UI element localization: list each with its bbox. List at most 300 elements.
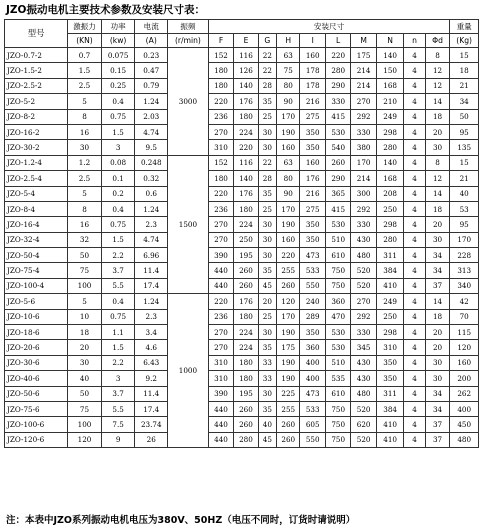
table-cell: 22 <box>258 63 276 78</box>
table-cell: 350 <box>376 371 404 386</box>
table-cell: 470 <box>325 309 350 324</box>
table-cell: 115 <box>450 325 479 340</box>
table-cell: 249 <box>376 294 404 309</box>
table-cell: 90 <box>277 186 300 201</box>
table-cell: 270 <box>208 124 233 139</box>
table-cell: 533 <box>300 401 325 416</box>
table-cell: 22 <box>258 48 276 63</box>
table-cell: 530 <box>325 124 350 139</box>
table-row <box>5 186 479 201</box>
table-cell: 4 <box>404 171 425 186</box>
table-cell: 30 <box>425 140 450 155</box>
model-cell: JZO-5-6 <box>5 294 68 309</box>
table-cell: 30 <box>425 232 450 247</box>
table-cell: 510 <box>325 355 350 370</box>
table-cell: 17.4 <box>135 401 168 416</box>
table-row <box>5 201 479 216</box>
table-cell: 75 <box>68 263 102 278</box>
table-cell: 50 <box>68 248 102 263</box>
table-cell: 310 <box>208 140 233 155</box>
table-cell: 440 <box>208 263 233 278</box>
table-row <box>5 417 479 432</box>
table-cell: 180 <box>234 309 258 324</box>
table-cell: 1.24 <box>135 294 168 309</box>
table-cell: 384 <box>376 263 404 278</box>
model-cell: JZO-20-6 <box>5 340 68 355</box>
table-cell: 1.5 <box>101 340 135 355</box>
table-cell: 4 <box>404 48 425 63</box>
table-cell: 208 <box>376 186 404 201</box>
table-cell: 4 <box>404 109 425 124</box>
header-dim-e: E <box>234 34 258 48</box>
table-cell: 220 <box>325 48 350 63</box>
table-cell: 20 <box>425 124 450 139</box>
model-cell: JZO-75-6 <box>5 401 68 416</box>
table-row <box>5 278 479 293</box>
table-cell: 6.43 <box>135 355 168 370</box>
table-cell: 20 <box>68 340 102 355</box>
table-cell: 152 <box>208 155 233 170</box>
table-cell: 4 <box>404 232 425 247</box>
table-cell: 178 <box>300 78 325 93</box>
model-cell: JZO-120-6 <box>5 432 68 447</box>
table-cell: 8 <box>425 48 450 63</box>
table-cell: 380 <box>351 140 376 155</box>
table-cell: 4 <box>404 94 425 109</box>
table-cell: 298 <box>376 217 404 232</box>
table-cell: 300 <box>351 186 376 201</box>
table-cell: 34 <box>425 263 450 278</box>
freq-cell: 3000 <box>168 48 209 156</box>
table-row <box>5 386 479 401</box>
table-cell: 75 <box>277 63 300 78</box>
table-cell: 30 <box>68 355 102 370</box>
table-cell: 280 <box>234 432 258 447</box>
table-cell: 275 <box>300 109 325 124</box>
table-cell: 0.2 <box>101 186 135 201</box>
table-cell: 190 <box>277 371 300 386</box>
table-cell: 116 <box>234 48 258 63</box>
model-cell: JZO-30-2 <box>5 140 68 155</box>
table-cell: 3 <box>101 140 135 155</box>
table-row <box>5 294 479 309</box>
table-row <box>5 78 479 93</box>
header-row-1 <box>5 20 479 34</box>
table-cell: 12 <box>425 78 450 93</box>
table-cell: 450 <box>450 417 479 432</box>
table-cell: 1.5 <box>101 232 135 247</box>
table-cell: 220 <box>208 294 233 309</box>
table-cell: 0.08 <box>101 155 135 170</box>
table-cell: 550 <box>300 432 325 447</box>
table-cell: 170 <box>277 201 300 216</box>
spec-table <box>4 19 479 448</box>
table-cell: 260 <box>234 417 258 432</box>
table-cell: 75 <box>68 401 102 416</box>
table-cell: 50 <box>450 109 479 124</box>
table-cell: 750 <box>325 401 350 416</box>
table-cell: 4.74 <box>135 124 168 139</box>
table-cell: 3.7 <box>101 263 135 278</box>
freq-cell: 1000 <box>168 294 209 448</box>
table-cell: 260 <box>277 278 300 293</box>
header-dim-n: N <box>376 34 404 48</box>
model-cell: JZO-5-2 <box>5 94 68 109</box>
table-cell: 42 <box>450 294 479 309</box>
header-freq: 振频 <box>168 20 209 34</box>
table-cell: 750 <box>325 278 350 293</box>
table-cell: 195 <box>234 248 258 263</box>
table-cell: 292 <box>351 109 376 124</box>
model-cell: JZO-8-4 <box>5 201 68 216</box>
table-cell: 18 <box>425 201 450 216</box>
table-cell: 0.75 <box>101 309 135 324</box>
table-cell: 750 <box>325 417 350 432</box>
table-cell: 30 <box>258 124 276 139</box>
table-cell: 430 <box>351 232 376 247</box>
model-cell: JZO-50-4 <box>5 248 68 263</box>
table-cell: 12 <box>425 171 450 186</box>
table-cell: 35 <box>258 401 276 416</box>
table-cell: 170 <box>277 309 300 324</box>
table-cell: 30 <box>258 248 276 263</box>
table-cell: 34 <box>450 94 479 109</box>
table-row <box>5 432 479 447</box>
table-cell: 280 <box>325 63 350 78</box>
table-cell: 480 <box>351 386 376 401</box>
table-cell: 216 <box>300 186 325 201</box>
table-cell: 18 <box>425 109 450 124</box>
table-cell: 2.5 <box>68 78 102 93</box>
table-cell: 249 <box>376 109 404 124</box>
table-cell: 4 <box>404 309 425 324</box>
table-cell: 311 <box>376 386 404 401</box>
table-row <box>5 401 479 416</box>
table-cell: 0.75 <box>101 217 135 232</box>
table-cell: 4 <box>404 340 425 355</box>
table-cell: 18 <box>425 309 450 324</box>
table-cell: 2.3 <box>135 309 168 324</box>
model-cell: JZO-8-2 <box>5 109 68 124</box>
table-row <box>5 309 479 324</box>
table-cell: 30 <box>258 386 276 401</box>
table-cell: 350 <box>300 140 325 155</box>
model-cell: JZO-32-4 <box>5 232 68 247</box>
table-cell: 180 <box>234 355 258 370</box>
freq-cell: 1500 <box>168 155 209 294</box>
table-cell: 190 <box>277 325 300 340</box>
table-cell: 34 <box>425 401 450 416</box>
table-cell: 3.7 <box>101 386 135 401</box>
table-cell: 1.24 <box>135 94 168 109</box>
table-cell: 0.79 <box>135 78 168 93</box>
table-cell: 90 <box>277 94 300 109</box>
table-cell: 25 <box>258 309 276 324</box>
table-cell: 63 <box>277 48 300 63</box>
table-cell: 45 <box>258 432 276 447</box>
table-cell: 298 <box>376 325 404 340</box>
table-cell: 292 <box>351 201 376 216</box>
table-cell: 30 <box>258 325 276 340</box>
model-cell: JZO-10-6 <box>5 309 68 324</box>
table-cell: 8 <box>425 155 450 170</box>
table-cell: 53 <box>450 201 479 216</box>
table-cell: 16 <box>68 124 102 139</box>
table-cell: 224 <box>234 217 258 232</box>
table-cell: 4 <box>404 432 425 447</box>
table-cell: 610 <box>325 248 350 263</box>
table-cell: 1.2 <box>68 155 102 170</box>
table-cell: 30 <box>425 371 450 386</box>
table-cell: 9.5 <box>135 140 168 155</box>
table-cell: 30 <box>258 232 276 247</box>
table-cell: 4 <box>404 63 425 78</box>
table-cell: 0.32 <box>135 171 168 186</box>
table-cell: 40 <box>68 371 102 386</box>
table-cell: 17.4 <box>135 278 168 293</box>
table-row <box>5 232 479 247</box>
table-cell: 4 <box>404 294 425 309</box>
table-cell: 750 <box>325 263 350 278</box>
table-cell: 290 <box>325 171 350 186</box>
table-cell: 37 <box>425 417 450 432</box>
table-cell: 100 <box>68 417 102 432</box>
table-cell: 9 <box>101 432 135 447</box>
table-cell: 160 <box>277 232 300 247</box>
table-cell: 0.25 <box>101 78 135 93</box>
table-cell: 236 <box>208 201 233 216</box>
table-cell: 8 <box>68 109 102 124</box>
model-cell: JZO-2.5-2 <box>5 78 68 93</box>
model-cell: JZO-30-6 <box>5 355 68 370</box>
table-row <box>5 263 479 278</box>
table-cell: 16 <box>68 217 102 232</box>
table-cell: 170 <box>277 109 300 124</box>
table-cell: 480 <box>450 432 479 447</box>
header-power: 功率 <box>101 20 135 34</box>
model-cell: JZO-16-2 <box>5 124 68 139</box>
table-cell: 25 <box>258 109 276 124</box>
table-cell: 0.1 <box>101 171 135 186</box>
model-cell: JZO-1.2-4 <box>5 155 68 170</box>
table-cell: 176 <box>300 171 325 186</box>
table-cell: 390 <box>208 248 233 263</box>
table-cell: 298 <box>376 124 404 139</box>
table-cell: 35 <box>258 94 276 109</box>
table-cell: 200 <box>450 371 479 386</box>
table-cell: 5.5 <box>101 401 135 416</box>
table-cell: 473 <box>300 386 325 401</box>
table-cell: 440 <box>208 401 233 416</box>
table-cell: 120 <box>277 294 300 309</box>
table-cell: 35 <box>258 186 276 201</box>
header-dim-h: H <box>277 34 300 48</box>
table-cell: 176 <box>234 94 258 109</box>
table-cell: 1.5 <box>68 63 102 78</box>
table-cell: 180 <box>234 109 258 124</box>
model-cell: JZO-1.5-2 <box>5 63 68 78</box>
table-cell: 4 <box>404 325 425 340</box>
table-cell: 520 <box>351 432 376 447</box>
header-dim-i: I <box>300 34 325 48</box>
table-row <box>5 325 479 340</box>
table-cell: 410 <box>376 417 404 432</box>
header-current: 电流 <box>135 20 168 34</box>
table-cell: 214 <box>351 171 376 186</box>
table-cell: 255 <box>277 263 300 278</box>
table-cell: 135 <box>450 140 479 155</box>
table-cell: 350 <box>300 217 325 232</box>
table-cell: 4 <box>404 140 425 155</box>
model-cell: JZO-50-6 <box>5 386 68 401</box>
table-cell: 12 <box>425 63 450 78</box>
model-cell: JZO-75-4 <box>5 263 68 278</box>
table-cell: 255 <box>277 401 300 416</box>
table-cell: 345 <box>351 340 376 355</box>
table-cell: 520 <box>351 278 376 293</box>
table-body <box>5 48 479 448</box>
table-cell: 550 <box>300 278 325 293</box>
table-cell: 236 <box>208 309 233 324</box>
table-cell: 270 <box>208 217 233 232</box>
table-cell: 340 <box>450 278 479 293</box>
table-cell: 150 <box>376 63 404 78</box>
table-cell: 236 <box>208 109 233 124</box>
table-cell: 350 <box>376 355 404 370</box>
model-cell: JZO-100-4 <box>5 278 68 293</box>
table-cell: 250 <box>376 309 404 324</box>
table-cell: 168 <box>376 171 404 186</box>
table-cell: 225 <box>277 386 300 401</box>
table-cell: 95 <box>450 217 479 232</box>
table-cell: 620 <box>351 417 376 432</box>
table-cell: 270 <box>351 294 376 309</box>
table-cell: 2.5 <box>68 171 102 186</box>
table-cell: 4 <box>404 417 425 432</box>
header-dim-n-lower: n <box>404 34 425 48</box>
table-row <box>5 371 479 386</box>
table-cell: 330 <box>325 94 350 109</box>
table-cell: 116 <box>234 155 258 170</box>
table-cell: 260 <box>277 432 300 447</box>
table-cell: 14 <box>425 94 450 109</box>
table-cell: 350 <box>300 325 325 340</box>
table-cell: 5 <box>68 94 102 109</box>
table-cell: 30 <box>425 355 450 370</box>
table-cell: 350 <box>300 124 325 139</box>
table-cell: 415 <box>325 201 350 216</box>
table-cell: 350 <box>300 232 325 247</box>
table-cell: 5 <box>68 186 102 201</box>
table-cell: 0.47 <box>135 63 168 78</box>
table-cell: 4 <box>404 355 425 370</box>
header-model: 型号 <box>5 20 68 48</box>
table-cell: 0.075 <box>101 48 135 63</box>
table-cell: 400 <box>300 355 325 370</box>
table-cell: 1.5 <box>101 124 135 139</box>
table-cell: 0.248 <box>135 155 168 170</box>
table-cell: 95 <box>450 124 479 139</box>
table-cell: 175 <box>351 48 376 63</box>
table-cell: 120 <box>450 340 479 355</box>
table-cell: 170 <box>351 155 376 170</box>
table-cell: 530 <box>325 217 350 232</box>
table-cell: 80 <box>277 78 300 93</box>
table-cell: 262 <box>450 386 479 401</box>
table-cell: 18 <box>450 63 479 78</box>
table-cell: 26 <box>135 432 168 447</box>
table-cell: 21 <box>450 78 479 93</box>
header-dim-g: G <box>258 34 276 48</box>
table-cell: 140 <box>376 155 404 170</box>
table-cell: 292 <box>351 309 376 324</box>
table-cell: 160 <box>300 48 325 63</box>
header-row-2 <box>5 34 479 48</box>
table-cell: 540 <box>325 140 350 155</box>
table-cell: 176 <box>234 294 258 309</box>
header-dim-l: L <box>325 34 350 48</box>
table-cell: 160 <box>277 140 300 155</box>
table-cell: 289 <box>300 309 325 324</box>
table-cell: 4 <box>404 186 425 201</box>
table-cell: 22 <box>258 155 276 170</box>
table-cell: 28 <box>258 78 276 93</box>
table-cell: 610 <box>325 386 350 401</box>
table-cell: 32 <box>68 232 102 247</box>
table-cell: 520 <box>351 401 376 416</box>
table-row <box>5 48 479 63</box>
table-cell: 535 <box>325 371 350 386</box>
header-dim-m: M <box>351 34 376 48</box>
table-row <box>5 140 479 155</box>
table-cell: 415 <box>325 109 350 124</box>
table-cell: 224 <box>234 340 258 355</box>
table-cell: 40 <box>450 186 479 201</box>
table-row <box>5 94 479 109</box>
table-cell: 4 <box>404 371 425 386</box>
table-cell: 360 <box>300 340 325 355</box>
table-cell: 4 <box>404 386 425 401</box>
table-cell: 2.03 <box>135 109 168 124</box>
table-cell: 1.1 <box>101 325 135 340</box>
table-cell: 180 <box>234 201 258 216</box>
table-cell: 21 <box>450 171 479 186</box>
table-cell: 510 <box>325 232 350 247</box>
header-current-unit: (A) <box>135 34 168 48</box>
table-cell: 270 <box>208 325 233 340</box>
table-cell: 260 <box>234 263 258 278</box>
table-cell: 4.74 <box>135 232 168 247</box>
table-cell: 168 <box>376 78 404 93</box>
table-cell: 480 <box>351 248 376 263</box>
table-cell: 70 <box>450 309 479 324</box>
table-cell: 270 <box>208 232 233 247</box>
table-cell: 10 <box>68 309 102 324</box>
table-row <box>5 217 479 232</box>
table-cell: 33 <box>258 355 276 370</box>
table-cell: 4 <box>404 278 425 293</box>
table-cell: 220 <box>208 94 233 109</box>
header-weight-unit: (Kg) <box>450 34 479 48</box>
table-cell: 11.4 <box>135 386 168 401</box>
table-cell: 750 <box>325 432 350 447</box>
table-cell: 216 <box>300 94 325 109</box>
table-row <box>5 124 479 139</box>
table-cell: 1.24 <box>135 201 168 216</box>
table-cell: 34 <box>425 248 450 263</box>
table-cell: 250 <box>234 232 258 247</box>
table-cell: 270 <box>208 340 233 355</box>
